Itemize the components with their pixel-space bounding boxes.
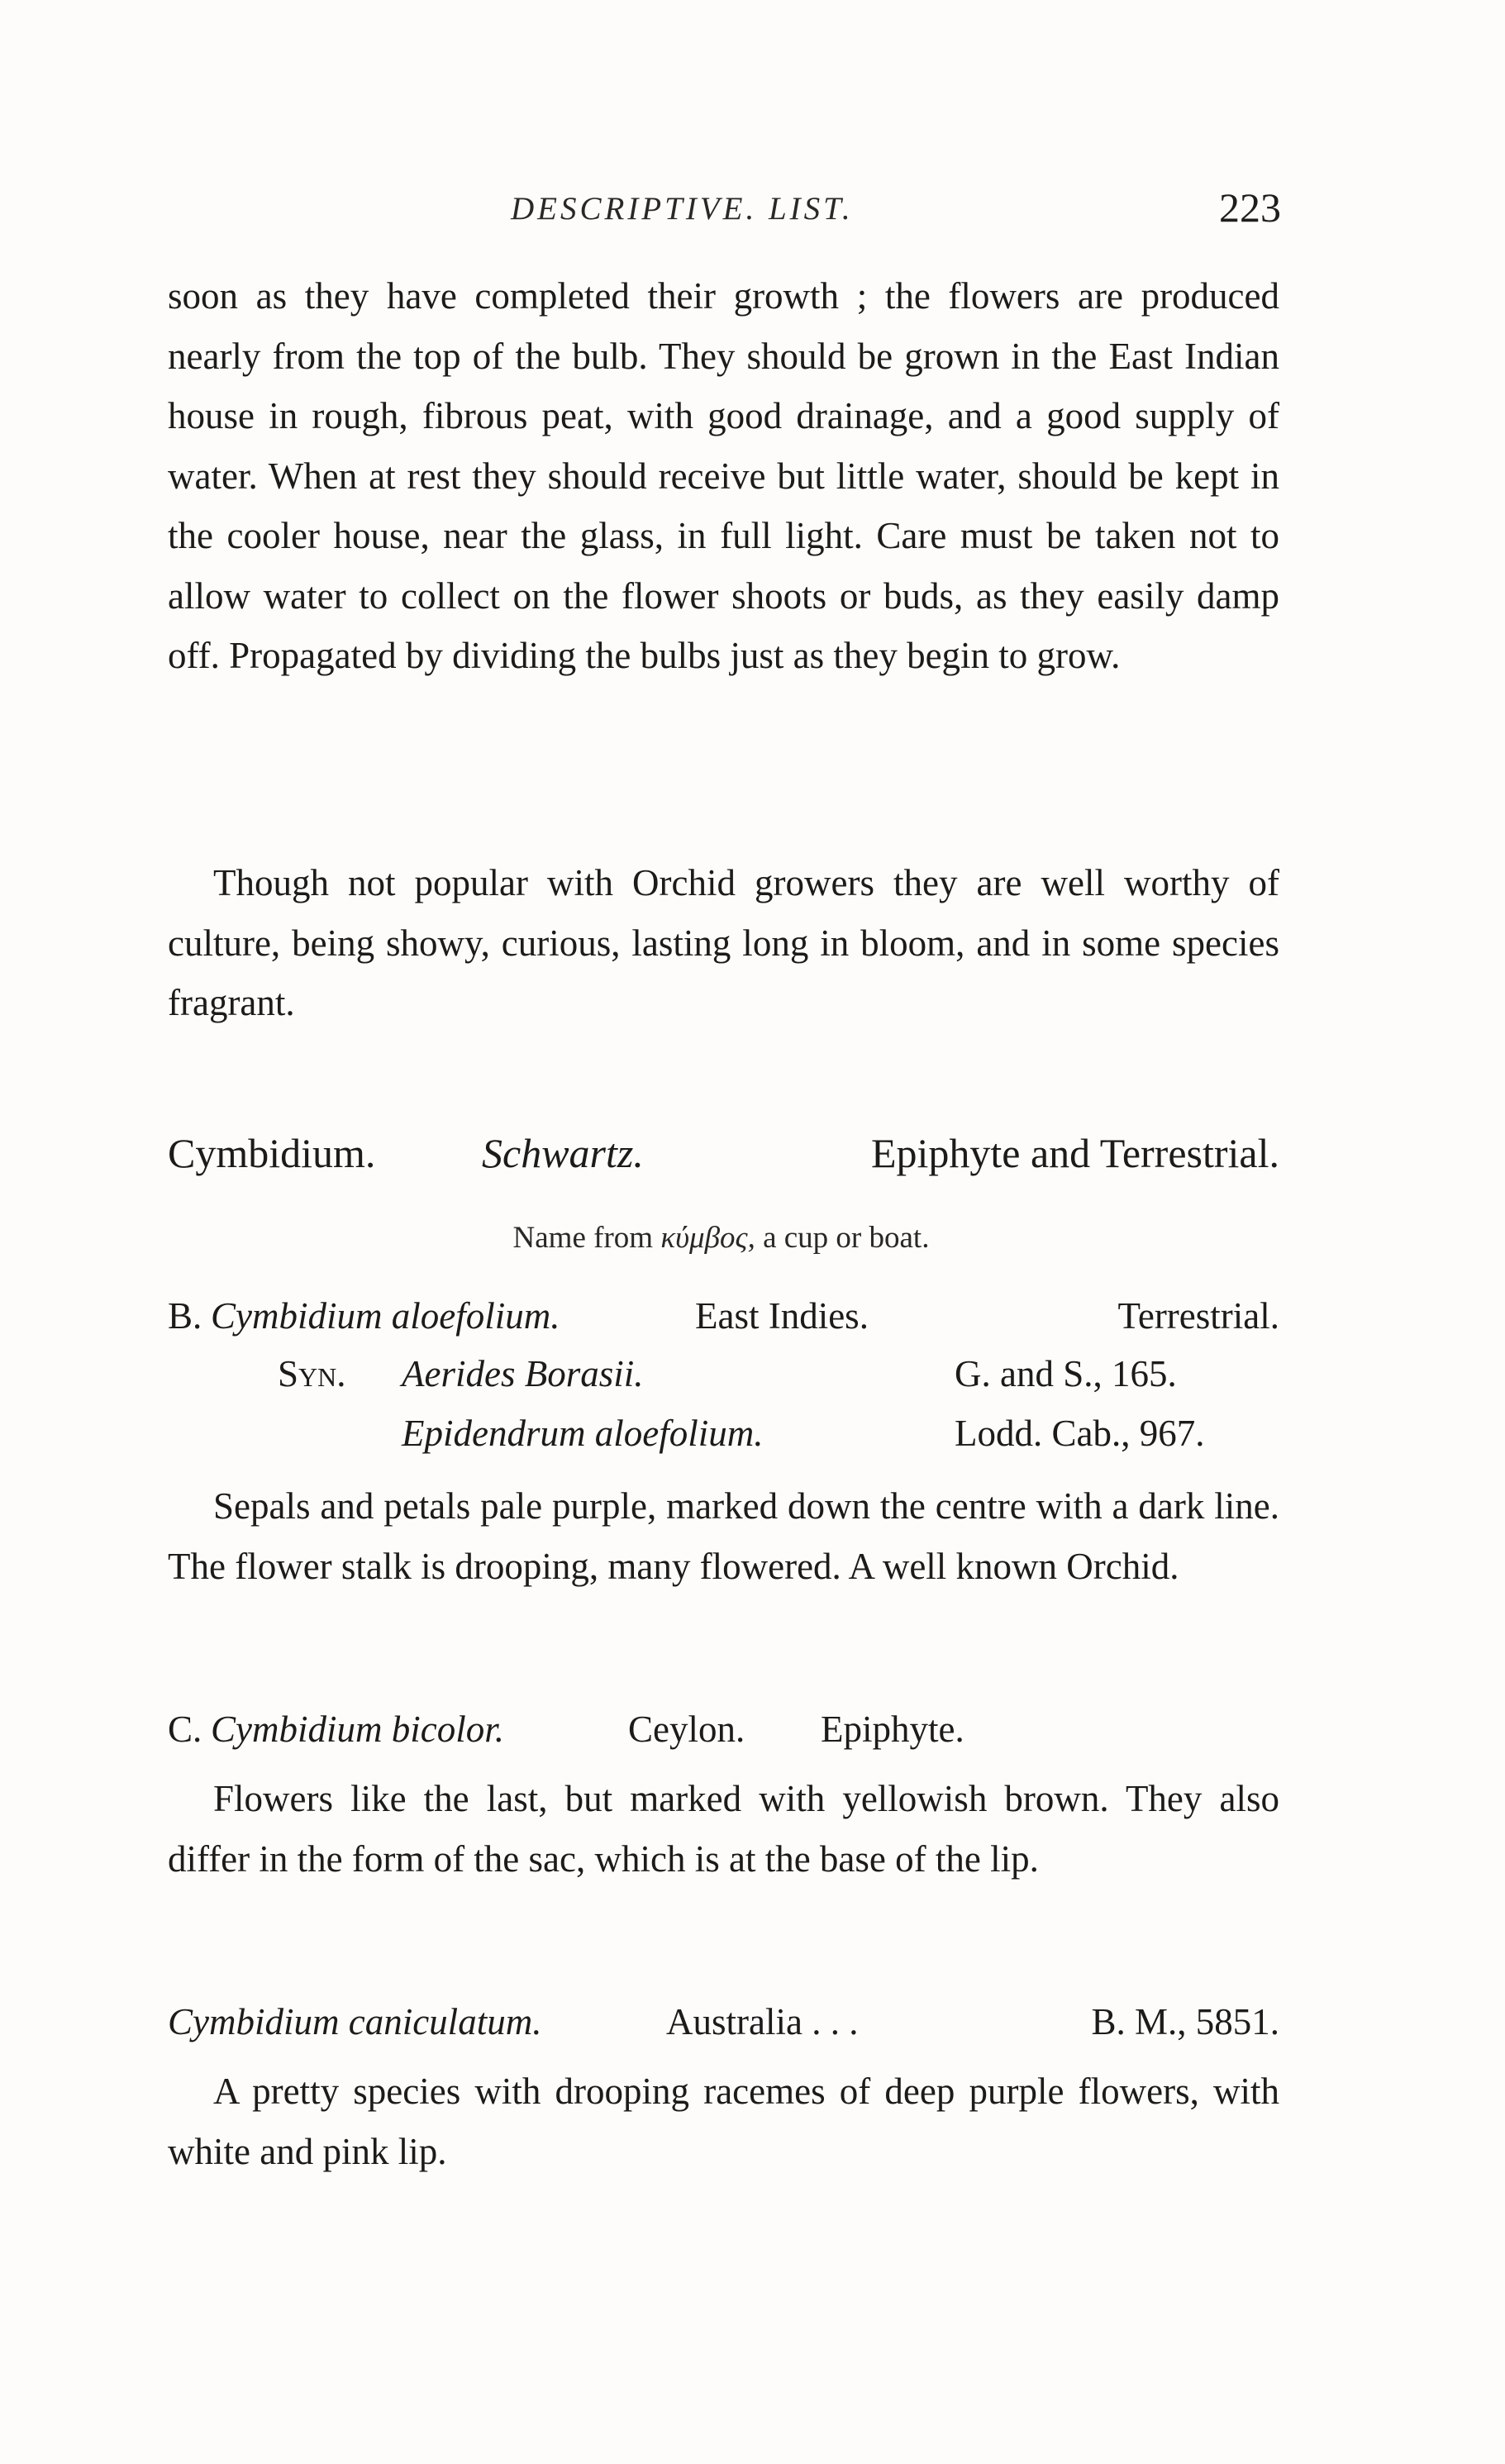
etymology-suffix: a cup or boat. xyxy=(763,1221,930,1255)
synonym-name: Epidendrum aloefolium. xyxy=(402,1413,764,1454)
running-title: DESCRIPTIVE. LIST. xyxy=(511,191,854,226)
synonym-label: Syn. xyxy=(278,1353,346,1394)
running-head xyxy=(165,183,1281,241)
genus-author: Schwartz. xyxy=(482,1130,644,1176)
species-name: Cymbidium aloefolium. xyxy=(211,1295,560,1337)
page-number: 223 xyxy=(1219,184,1281,231)
species-entry-aloefolium xyxy=(168,1294,1279,1344)
genus-heading xyxy=(168,1129,1279,1187)
species-habit: Epiphyte. xyxy=(821,1709,964,1750)
etymology-prefix: Name from xyxy=(512,1221,654,1255)
paragraph-bicolor-description: Flowers like the last, but marked with yellowish brown. They also differ in the form of the sac, which is at the base of the lip. xyxy=(168,1778,1279,1880)
species-region: Ceylon. xyxy=(628,1709,745,1750)
paragraph-caniculatum-description: A pretty species with drooping racemes of deep purple flowers, with white and pink lip. xyxy=(168,2071,1279,2172)
genus-name: Cymbidium. xyxy=(168,1130,376,1176)
paragraph-aloefolium-description: Sepals and petals pale purple, marked down the centre with a dark line. The flower stalk is drooping, many flowered. A well known Orchid. xyxy=(168,1485,1279,1587)
paragraph-popularity: Though not popular with Orchid growers they are well worthy of culture, being showy, curious, lasting long in bloom, and in some species fragrant. xyxy=(168,862,1279,1023)
synonym-line xyxy=(168,1352,1279,1402)
paragraph-culture: soon as they have completed their growth ; the flowers are produced nearly from the top of the bulb. They should be grown in the East Indian house in rough, fibrous peat, with good drainage, and a good supply of water. When at rest they should receive but little water, should be kept in the cooler house, near the glass, in full light. Care must be taken not to allow water to collect on the flower shoots or buds, as they easily damp off. Propagated by dividing the bulbs just as they begin to grow. xyxy=(168,275,1279,676)
species-region: Australia . . . xyxy=(666,2001,859,2042)
species-name: Cymbidium bicolor. xyxy=(211,1709,504,1750)
species-name: Cymbidium caniculatum. xyxy=(168,2001,542,2042)
etymology-greek-word: κύμβος, xyxy=(660,1221,755,1255)
entry-grade: B. xyxy=(168,1295,202,1337)
synonym-reference: Lodd. Cab., 967. xyxy=(955,1413,1205,1454)
species-entry-bicolor xyxy=(168,1708,1279,1757)
synonym-name: Aerides Borasii. xyxy=(402,1353,644,1394)
species-habit: Terrestrial. xyxy=(1117,1295,1279,1337)
entry-grade: C. xyxy=(168,1709,202,1750)
etymology-note xyxy=(165,1220,1277,1256)
species-region: East Indies. xyxy=(695,1295,869,1337)
synonym-reference: G. and S., 165. xyxy=(955,1353,1177,1394)
synonym-line xyxy=(168,1412,1279,1461)
species-entry-caniculatum xyxy=(168,2000,1279,2050)
genus-habit: Epiphyte and Terrestrial. xyxy=(870,1130,1279,1176)
species-reference: B. M., 5851. xyxy=(1091,2001,1279,2042)
